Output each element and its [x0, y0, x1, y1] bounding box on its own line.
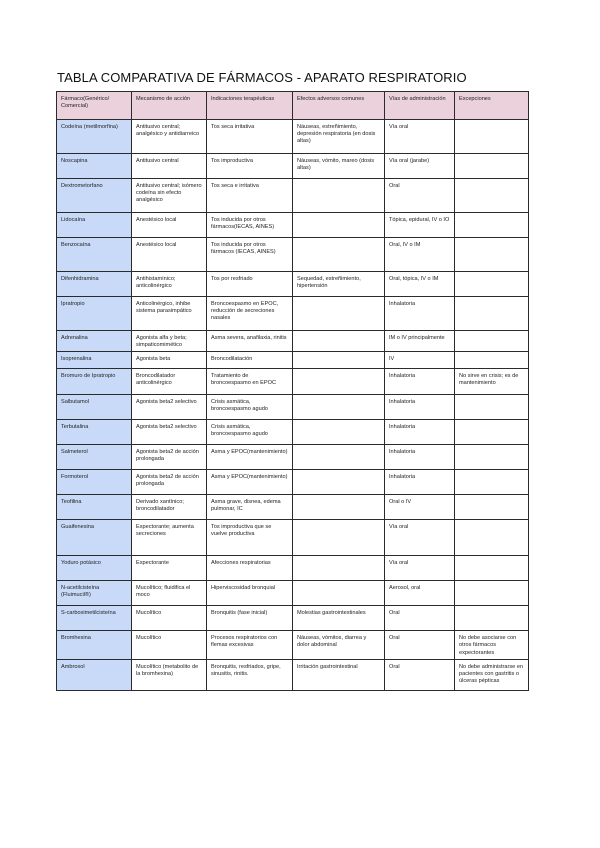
cell-route: Oral: [385, 659, 455, 690]
cell-mechanism: Mucolítico: [132, 631, 207, 659]
cell-mechanism: Agonista beta2 selectivo: [132, 420, 207, 445]
cell-drug-name: Teofilina: [57, 495, 132, 520]
cell-exceptions: [455, 581, 529, 606]
cell-adverse-effects: [293, 213, 385, 238]
cell-exceptions: [455, 520, 529, 556]
cell-exceptions: [455, 395, 529, 420]
page-title: TABLA COMPARATIVA DE FÁRMACOS - APARATO RESPIRATORIO: [57, 70, 467, 85]
cell-indications: Tratamiento de broncoespasmo en EPOC: [207, 369, 293, 395]
cell-mechanism: Antitusivo central; analgésico y antidiarreico: [132, 120, 207, 154]
table-row: [57, 445, 529, 470]
cell-mechanism: Antitusivo central; isómero codeína sin efecto analgésico: [132, 179, 207, 213]
table-row: [57, 659, 529, 690]
cell-mechanism: Agonista beta2 de acción prolongada: [132, 445, 207, 470]
cell-adverse-effects: [293, 297, 385, 331]
cell-drug-name: Ipratropio: [57, 297, 132, 331]
cell-adverse-effects: [293, 470, 385, 495]
cell-indications: Asma y EPOC(mantenimiento): [207, 445, 293, 470]
table-row: [57, 470, 529, 495]
cell-mechanism: Antitusivo central: [132, 154, 207, 179]
cell-adverse-effects: Náuseas, vómitos, diarrea y dolor abdominal: [293, 631, 385, 659]
table-row: [57, 520, 529, 556]
cell-indications: Afecciones respiratorias: [207, 556, 293, 581]
table-row: [57, 120, 529, 154]
cell-indications: Hiperviscosidad bronquial: [207, 581, 293, 606]
cell-indications: Bronquitis, resfriados, gripe, sinusitis, rinitis.: [207, 659, 293, 690]
cell-route: Oral o IV: [385, 495, 455, 520]
cell-mechanism: Derivado xantínico; broncodilatador: [132, 495, 207, 520]
cell-exceptions: [455, 331, 529, 352]
table-row: [57, 331, 529, 352]
cell-indications: Broncoespasmo en EPOC, reducción de secreciones nasales: [207, 297, 293, 331]
cell-exceptions: [455, 352, 529, 369]
cell-route: Oral, IV o IM: [385, 238, 455, 272]
cell-exceptions: [455, 470, 529, 495]
cell-indications: Asma y EPOC(mantenimiento): [207, 470, 293, 495]
cell-mechanism: Mucolítico; fluidifica el moco: [132, 581, 207, 606]
table-row: [57, 606, 529, 631]
cell-mechanism: Agonista beta2 selectivo: [132, 395, 207, 420]
table-row: [57, 272, 529, 297]
cell-route: Vía oral: [385, 120, 455, 154]
header-routes: Vías de administración: [385, 92, 455, 120]
cell-indications: Tos inducida por otros fármacos (IECAS, AINES): [207, 238, 293, 272]
cell-drug-name: Formoterol: [57, 470, 132, 495]
cell-indications: Tos seca irritativa: [207, 120, 293, 154]
cell-indications: Crisis asmática, broncoespasmo agudo: [207, 420, 293, 445]
table-row: [57, 556, 529, 581]
cell-drug-name: Guaifenesina: [57, 520, 132, 556]
cell-exceptions: No sirve en crisis; es de mantenimiento: [455, 369, 529, 395]
cell-route: Oral, tópica, IV o IM: [385, 272, 455, 297]
cell-indications: Asma severa, anafilaxia, rinitis: [207, 331, 293, 352]
cell-exceptions: [455, 297, 529, 331]
cell-adverse-effects: [293, 520, 385, 556]
cell-indications: Broncodilatación: [207, 352, 293, 369]
table-row: [57, 420, 529, 445]
cell-indications: Crisis asmática, broncoespasmo agudo: [207, 395, 293, 420]
cell-indications: Tos improductiva que se vuelve productiva: [207, 520, 293, 556]
cell-route: Inhalatoria: [385, 420, 455, 445]
cell-adverse-effects: [293, 352, 385, 369]
cell-adverse-effects: [293, 369, 385, 395]
cell-route: IM o IV principalmente: [385, 331, 455, 352]
cell-drug-name: Difenhidramina: [57, 272, 132, 297]
cell-adverse-effects: Irritación gastrointestinal: [293, 659, 385, 690]
cell-drug-name: Noscapina: [57, 154, 132, 179]
cell-adverse-effects: Molestias gastrointestinales: [293, 606, 385, 631]
header-exceptions: Excepciones: [455, 92, 529, 120]
table-row: [57, 495, 529, 520]
cell-exceptions: [455, 420, 529, 445]
cell-route: Inhalatoria: [385, 369, 455, 395]
cell-exceptions: [455, 495, 529, 520]
table-row: [57, 179, 529, 213]
cell-drug-name: Lidocaína: [57, 213, 132, 238]
cell-mechanism: Anestésico local: [132, 213, 207, 238]
cell-exceptions: [455, 272, 529, 297]
cell-mechanism: Expectorante; aumenta secreciones: [132, 520, 207, 556]
cell-exceptions: [455, 120, 529, 154]
cell-mechanism: Expectorante: [132, 556, 207, 581]
table-row: [57, 238, 529, 272]
cell-drug-name: Adrenalina: [57, 331, 132, 352]
cell-drug-name: Isoprenalina: [57, 352, 132, 369]
cell-mechanism: Anticolinérgico, inhibe sistema parasimpático: [132, 297, 207, 331]
cell-adverse-effects: Náuseas, estreñimiento, depresión respiratoria (en dosis altas): [293, 120, 385, 154]
cell-exceptions: No debe administrarse en pacientes con gastritis o úlceras pépticas: [455, 659, 529, 690]
cell-adverse-effects: [293, 420, 385, 445]
cell-drug-name: Dextrometorfano: [57, 179, 132, 213]
drug-comparison-table: [56, 91, 529, 691]
cell-adverse-effects: [293, 331, 385, 352]
cell-exceptions: [455, 179, 529, 213]
cell-drug-name: Codeína (metilmorfina): [57, 120, 132, 154]
header-indications: Indicaciones terapéuticas: [207, 92, 293, 120]
cell-mechanism: Agonista beta2 de acción prolongada: [132, 470, 207, 495]
cell-route: Tópica, epidural, IV o IO: [385, 213, 455, 238]
cell-adverse-effects: [293, 179, 385, 213]
cell-adverse-effects: [293, 395, 385, 420]
cell-exceptions: No debe asociarse con otros fármacos expectorantes: [455, 631, 529, 659]
cell-mechanism: Mucolítico (metabolito de la bromhexina): [132, 659, 207, 690]
cell-drug-name: Ambroxol: [57, 659, 132, 690]
header-drug: Fármaco(Genérico/ Comercial): [57, 92, 132, 120]
cell-mechanism: Agonista beta: [132, 352, 207, 369]
cell-mechanism: Agonista alfa y beta; simpaticomimético: [132, 331, 207, 352]
cell-indications: Tos inducida por otros fármacos(IECAS, AINES): [207, 213, 293, 238]
cell-mechanism: Anestésico local: [132, 238, 207, 272]
table-row: [57, 581, 529, 606]
cell-exceptions: [455, 556, 529, 581]
cell-indications: Tos seca e irritativa: [207, 179, 293, 213]
cell-adverse-effects: [293, 495, 385, 520]
cell-exceptions: [455, 213, 529, 238]
cell-route: Vía oral: [385, 520, 455, 556]
cell-adverse-effects: [293, 238, 385, 272]
cell-route: Oral: [385, 179, 455, 213]
cell-adverse-effects: Sequedad, estreñimiento, hipertensión: [293, 272, 385, 297]
cell-route: Oral: [385, 606, 455, 631]
cell-drug-name: Terbutalina: [57, 420, 132, 445]
cell-drug-name: Bromuro de Ipratropio: [57, 369, 132, 395]
cell-drug-name: Salbutamol: [57, 395, 132, 420]
table-row: [57, 154, 529, 179]
cell-route: Vía oral: [385, 556, 455, 581]
cell-route: Oral: [385, 631, 455, 659]
table-row: [57, 395, 529, 420]
cell-exceptions: [455, 154, 529, 179]
cell-route: Inhalatoria: [385, 395, 455, 420]
cell-route: IV: [385, 352, 455, 369]
cell-drug-name: Yoduro potásico: [57, 556, 132, 581]
table-row: [57, 352, 529, 369]
cell-indications: Asma grave, disnea, edema pulmonar, IC: [207, 495, 293, 520]
cell-mechanism: Antihistamínico; anticolinérgico: [132, 272, 207, 297]
cell-exceptions: [455, 238, 529, 272]
cell-mechanism: Mucolítico: [132, 606, 207, 631]
table-row: [57, 369, 529, 395]
cell-drug-name: Salmeterol: [57, 445, 132, 470]
cell-route: Inhalatoria: [385, 470, 455, 495]
header-adverse-effects: Efectos adversos comunes: [293, 92, 385, 120]
table-row: [57, 631, 529, 659]
table-body: [57, 120, 529, 691]
cell-drug-name: N-acetilcisteína (Fluimucil®): [57, 581, 132, 606]
cell-indications: Tos improductiva: [207, 154, 293, 179]
cell-exceptions: [455, 445, 529, 470]
cell-indications: Procesos respiratorios con flemas excesivas: [207, 631, 293, 659]
cell-route: Inhalatoria: [385, 445, 455, 470]
cell-mechanism: Broncodilatador anticolinérgico: [132, 369, 207, 395]
cell-adverse-effects: [293, 445, 385, 470]
cell-route: Aerosol, oral: [385, 581, 455, 606]
cell-indications: Tos por resfriado: [207, 272, 293, 297]
cell-adverse-effects: Náuseas, vómito, mareo (dosis altas): [293, 154, 385, 179]
table-header-row: [57, 92, 529, 120]
cell-adverse-effects: [293, 556, 385, 581]
cell-drug-name: Bromhexina: [57, 631, 132, 659]
table-row: [57, 297, 529, 331]
cell-route: Vía oral (jarabe): [385, 154, 455, 179]
cell-adverse-effects: [293, 581, 385, 606]
cell-drug-name: S-carboximetilcisteína: [57, 606, 132, 631]
cell-drug-name: Benzocaína: [57, 238, 132, 272]
header-mechanism: Mecanismo de acción: [132, 92, 207, 120]
table-row: [57, 213, 529, 238]
cell-exceptions: [455, 606, 529, 631]
cell-route: Inhalatoria: [385, 297, 455, 331]
cell-indications: Bronquitis (fase inicial): [207, 606, 293, 631]
